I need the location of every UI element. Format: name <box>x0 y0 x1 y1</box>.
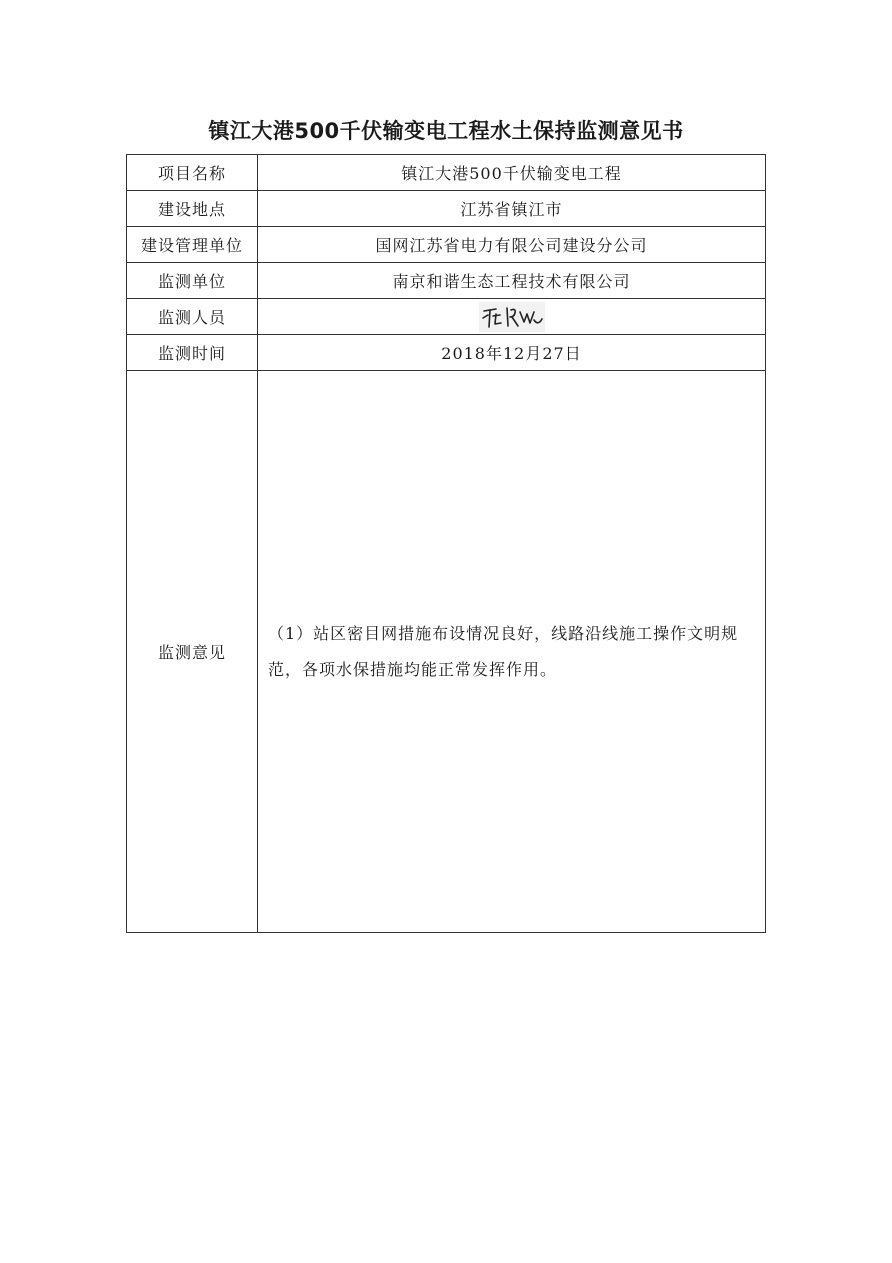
monitoring-staff-value <box>258 299 766 335</box>
monitoring-unit-value: 南京和谐生态工程技术有限公司 <box>258 263 766 299</box>
table-row-monitoring-opinion <box>127 371 766 933</box>
project-name-value: 镇江大港500千伏输变电工程 <box>258 155 766 191</box>
construction-site-label: 建设地点 <box>127 191 258 227</box>
management-unit-value: 国网江苏省电力有限公司建设分公司 <box>258 227 766 263</box>
handwritten-signature <box>479 302 545 332</box>
monitoring-unit-label: 监测单位 <box>127 263 258 299</box>
table-row-management-unit <box>127 227 766 263</box>
table-row-monitoring-unit <box>127 263 766 299</box>
table-row-monitoring-staff <box>127 299 766 335</box>
management-unit-label: 建设管理单位 <box>127 227 258 263</box>
construction-site-value: 江苏省镇江市 <box>258 191 766 227</box>
monitoring-time-value: 2018年12月27日 <box>258 335 766 371</box>
monitoring-staff-label: 监测人员 <box>127 299 258 335</box>
monitoring-opinion-value: （1）站区密目网措施布设情况良好，线路沿线施工操作文明规范，各项水保措施均能正常发挥作用。 <box>258 371 766 933</box>
monitoring-opinion-label: 监测意见 <box>127 371 258 933</box>
monitoring-time-label: 监测时间 <box>127 335 258 371</box>
project-name-label: 项目名称 <box>127 155 258 191</box>
monitoring-opinion-table <box>126 154 766 933</box>
table-row-construction-site <box>127 191 766 227</box>
table-row-monitoring-time <box>127 335 766 371</box>
table-row-project-name <box>127 155 766 191</box>
document-title: 镇江大港500千伏输变电工程水土保持监测意见书 <box>208 119 684 143</box>
